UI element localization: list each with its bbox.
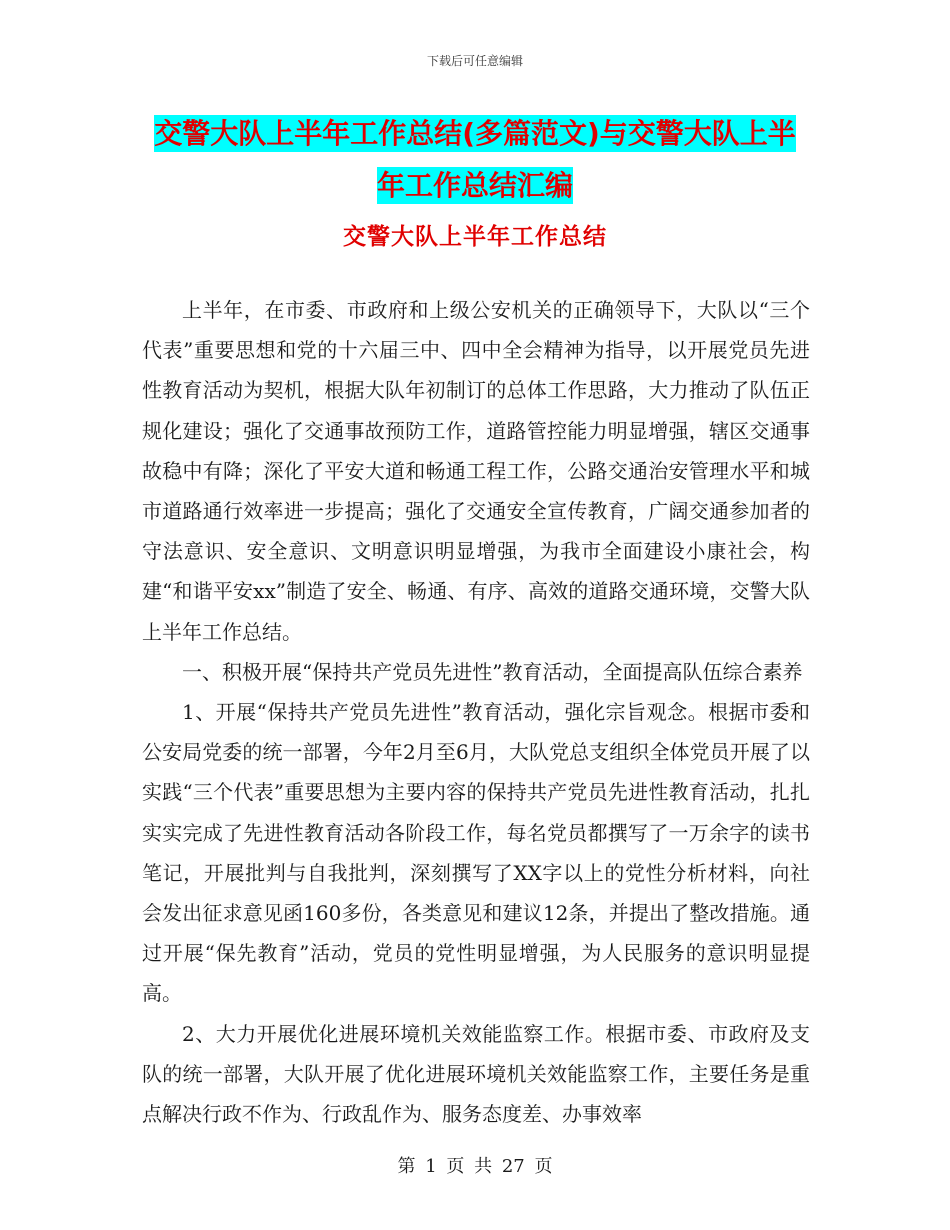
paragraph-item-1: 1、开展“保持共产党员先进性”教育活动，强化宗旨观念。根据市委和公安局党委的统一部署，今年2月至6月，大队党总支组织全体党员开展了以实践“三个代表”重要思想为主要内容的保持共产党员先进性教育活动，扎扎实实完成了先进性教育活动各阶段工作，每名党员都撰写了一万余字的读书笔记，开展批判与自我批判，深刻撰写了XX字以上的党性分析材料，向社会发出征求意见函160多份，各类意见和建议12条，并提出了整改措施。通过开展“保先教育”活动，党员的党性明显增强，为人民服务的意识明显提高。 xyxy=(142,700,810,1006)
document-body xyxy=(142,290,810,1134)
paragraph-heading-1: 一、积极开展“保持共产党员先进性”教育活动，全面提高队伍综合素养 xyxy=(182,659,803,684)
paragraph-item-2: 2、大力开展优化进展环境机关效能监察工作。根据市委、市政府及支队的统一部署，大队开展了优化进展环境机关效能监察工作，主要任务是重点解决行政不作为、行政乱作为、服务态度差、办事效率 xyxy=(142,1021,810,1127)
document-title-line-1: 交警大队上半年工作总结(多篇范文)与交警大队上半 xyxy=(154,117,796,150)
paragraph-intro: 上半年，在市委、市政府和上级公安机关的正确领导下，大队以“三个代表”重要思想和党的十六届三中、四中全会精神为指导，以开展党员先进性教育活动为契机，根据大队年初制订的总体工作思路，大力推动了队伍正规化建设；强化了交通事故预防工作，道路管控能力明显增强，辖区交通事故稳中有降；深化了平安大道和畅通工程工作，公路交通治安管理水平和城市道路通行效率进一步提高；强化了交通安全宣传教育，广阔交通参加者的守法意识、安全意识、文明意识明显增强，为我市全面建设小康社会，构建“和谐平安xx”制造了安全、畅通、有序、高效的道路交通环境，交警大队上半年工作总结。 xyxy=(142,298,810,644)
document-title xyxy=(0,108,950,212)
document-title-line-2: 年工作总结汇编 xyxy=(376,169,573,202)
page-number-footer: 第 1 页 共 27 页 xyxy=(397,1156,553,1177)
section-title: 交警大队上半年工作总结 xyxy=(343,224,607,250)
header-note: 下载后可任意编辑 xyxy=(426,54,523,68)
